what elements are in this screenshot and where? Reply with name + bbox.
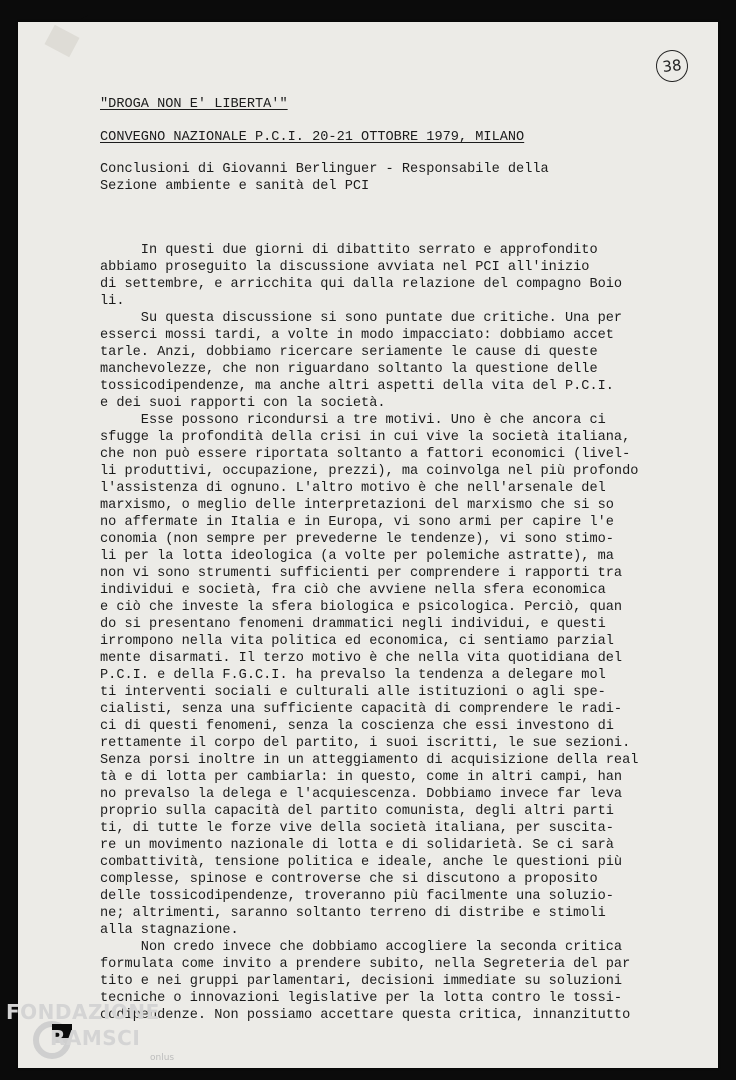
body-line: complesse, spinose e controverse che si discutono a proposito — [100, 872, 598, 887]
body-line: Su questa discussione si sono puntate due critiche. Una per — [100, 311, 623, 326]
body-line: no prevalso la delega e l'acquiescenza. Dobbiamo invece far leva — [100, 787, 623, 802]
body-line: ne; altrimenti, saranno soltanto terreno di distribe e stimoli — [100, 906, 606, 921]
subtitle — [100, 161, 680, 195]
body-line: individui e società, fra ciò che avviene nella sfera economica — [100, 583, 606, 598]
page-number — [654, 48, 689, 83]
body-line: ti interventi sociali e culturali alle istituzioni o agli spe- — [100, 685, 606, 700]
body-line: li produttivi, occupazione, prezzi), ma coinvolga nel più profondo — [100, 464, 639, 479]
body-line: tecniche o innovazioni legislative per la lotta contro le tossi- — [100, 991, 623, 1006]
body-line: l'assistenza di ognuno. L'altro motivo è che nell'arsenale del — [100, 481, 606, 496]
body-line: re un movimento nazionale di lotta e di solidarietà. Se ci sarà — [100, 838, 614, 853]
watermark-line2: RAMSCI — [50, 1026, 141, 1050]
document-text — [100, 96, 680, 1024]
body-line: e dei suoi rapporti con la società. — [100, 396, 386, 411]
body-line: proprio sulla capacità del partito comunista, degli altri parti — [100, 804, 614, 819]
body-line: Non credo invece che dobbiamo accogliere la seconda critica — [100, 940, 623, 955]
folded-corner — [44, 25, 79, 58]
body-line: che non può essere riportata soltanto a fattori economici (livel- — [100, 447, 631, 462]
body-line: sfugge la profondità della crisi in cui vive la società italiana, — [100, 430, 631, 445]
body-line: di settembre, e arricchita qui dalla relazione del compagno Boio — [100, 277, 623, 292]
body-line: ci di questi fenomeni, senza la coscienza che essi investono di — [100, 719, 614, 734]
body-line: In questi due giorni di dibattito serrato e approfondito — [100, 243, 598, 258]
body-line: codipendenze. Non possiamo accettare questa critica, innanzitutto — [100, 1008, 631, 1023]
body-line: conomia (non sempre per prevederne le tendenze), vi sono stimo- — [100, 532, 614, 547]
conference-heading: CONVEGNO NAZIONALE P.C.I. 20-21 OTTOBRE 1979, MILANO — [100, 130, 525, 145]
watermark-onlus: onlus — [150, 1053, 175, 1063]
body-line: tà e di lotta per cambiarla: in questo, come in altri campi, han — [100, 770, 623, 785]
document-title: "DROGA NON E' LIBERTA'" — [100, 97, 288, 112]
body-line: cialisti, senza una sufficiente capacità di comprendere le radi- — [100, 702, 623, 717]
body-line: ti, di tutte le forze vive della società italiana, per suscita- — [100, 821, 614, 836]
body-line: delle tossicodipendenze, troveranno più facilmente una soluzio- — [100, 889, 614, 904]
fondazione-gramsci-watermark — [4, 1000, 204, 1076]
body-text — [100, 242, 680, 1024]
body-line: esserci mossi tardi, a volte in modo impacciato: dobbiamo accet — [100, 328, 614, 343]
body-line: mente disarmati. Il terzo motivo è che nella vita quotidiana del — [100, 651, 623, 666]
body-line: Esse possono ricondursi a tre motivi. Uno è che ancora ci — [100, 413, 606, 428]
body-line: P.C.I. e della F.G.C.I. ha prevalso la tendenza a delegare mol — [100, 668, 606, 683]
subtitle-line: Conclusioni di Giovanni Berlinguer - Responsabile della — [100, 162, 549, 177]
subtitle-line: Sezione ambiente e sanità del PCI — [100, 179, 370, 194]
body-line: abbiamo proseguito la discussione avviata nel PCI all'inizio — [100, 260, 590, 275]
body-line: li per la lotta ideologica (a volte per polemiche astratte), ma — [100, 549, 614, 564]
page-number-text: 38 — [661, 56, 683, 76]
body-line: combattività, tensione politica e ideale, anche le questioni più — [100, 855, 623, 870]
body-line: li. — [100, 294, 125, 309]
body-line: alla stagnazione. — [100, 923, 239, 938]
body-line: do si presentano fenomeni drammatici negli individui, e questi — [100, 617, 606, 632]
body-line: e ciò che investe la sfera biologica e psicologica. Perciò, quan — [100, 600, 623, 615]
body-line: no affermate in Italia e in Europa, vi sono armi per capire l'e — [100, 515, 614, 530]
body-line: Senza porsi inoltre in un atteggiamento di acquisizione della real — [100, 753, 639, 768]
body-line: rettamente il corpo del partito, i suoi iscritti, le sue sezioni. — [100, 736, 631, 751]
watermark-line1: FONDAZIONE — [6, 1000, 160, 1024]
body-line: manchevolezze, che non riguardano soltanto la questione delle — [100, 362, 598, 377]
body-line: tossicodipendenze, ma anche altri aspetti della vita del P.C.I. — [100, 379, 614, 394]
body-line: non vi sono strumenti sufficienti per comprendere i rapporti tra — [100, 566, 623, 581]
body-line: irrompono nella vita politica ed economica, ci sentiamo parzial — [100, 634, 614, 649]
body-line: formulata come invito a prendere subito, nella Segreteria del par — [100, 957, 631, 972]
body-line: tito e nei gruppi parlamentari, decisioni immediate su soluzioni — [100, 974, 623, 989]
body-line: tarle. Anzi, dobbiamo ricercare seriamente le cause di queste — [100, 345, 598, 360]
body-line: marxismo, o meglio delle interpretazioni del marxismo che si so — [100, 498, 614, 513]
